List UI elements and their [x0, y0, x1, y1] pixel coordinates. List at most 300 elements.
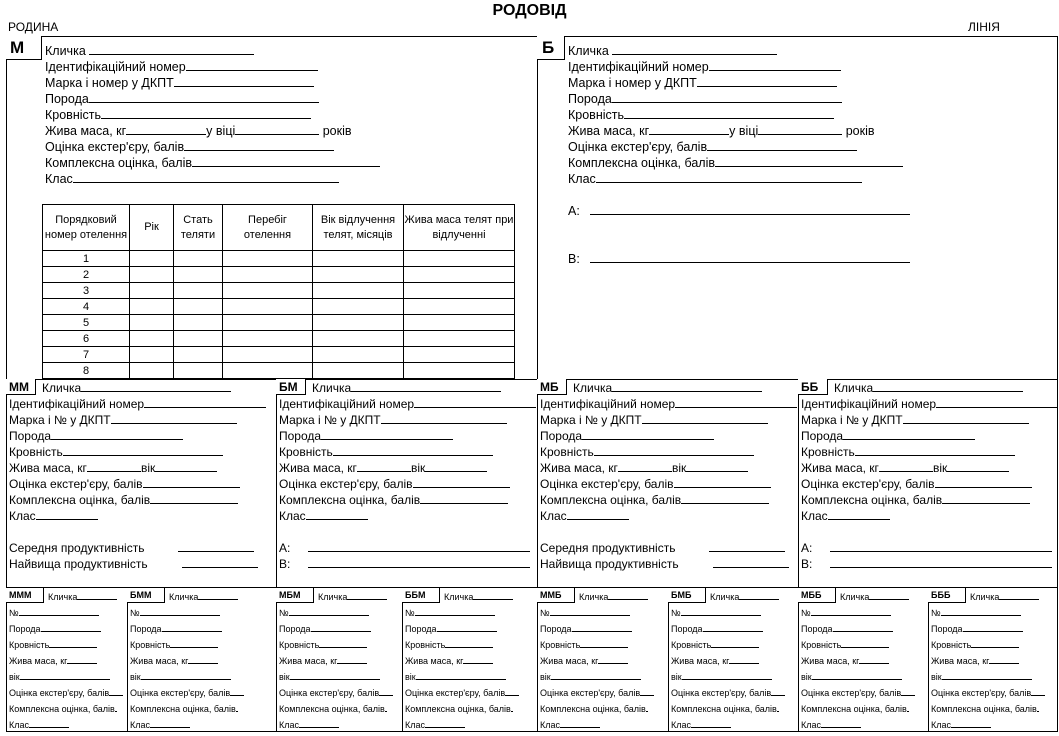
gen3-poroda-field — [801, 622, 893, 636]
father-v-field — [568, 251, 910, 267]
gen3-tag: БББ — [928, 588, 966, 603]
eksterier-label: Оцінка екстер'єру, балів — [540, 477, 674, 491]
bb-klychka-field — [834, 380, 1023, 396]
kompleksna-label: Комплексна оцінка, балів — [540, 493, 682, 507]
bb-eksterier-field — [801, 476, 1032, 492]
table-cell — [174, 347, 223, 363]
complex-label: Комплексна оцінка, балів — [45, 156, 192, 170]
serednia-label: Середня продуктивність — [9, 541, 145, 555]
years-label: років — [845, 124, 875, 138]
gen3-krovnist-field — [540, 638, 628, 652]
gen3-klychka-field — [169, 590, 238, 604]
table-cell — [174, 331, 223, 347]
zhyva_masa-label: Жива маса, кг — [279, 656, 338, 666]
bm-krovnist-field — [279, 444, 493, 460]
gen3-nomer-field — [801, 606, 891, 620]
gen3-poroda-field — [279, 622, 371, 636]
bb-poroda-field — [801, 428, 975, 444]
table-row — [43, 331, 515, 347]
gen3-vik-field — [9, 670, 110, 684]
klas-label: Клас — [279, 720, 299, 730]
marka-label: Марка і номер у ДКПТ — [568, 76, 697, 90]
bb-krovnist-field — [801, 444, 1015, 460]
v-label: В: — [801, 557, 813, 571]
ident-label: Ідентифікаційний номер — [9, 397, 145, 411]
zhyva_masa-label: Жива маса, кг — [130, 656, 189, 666]
gen3-vik-field — [671, 670, 772, 684]
gen3-klychka-field — [48, 590, 117, 604]
bb-tag: ББ — [798, 379, 828, 395]
krovnist-label: Кровність — [540, 445, 594, 459]
bb-mass-field — [801, 460, 1009, 476]
krovnist-label: Кровність — [130, 640, 171, 650]
vik-label: вік — [405, 672, 416, 682]
gen3-klas-field — [801, 718, 861, 732]
mb-tag: МБ — [537, 379, 567, 395]
zhyva_masa-label: Жива маса, кг — [931, 656, 990, 666]
klas-label: Клас — [9, 720, 29, 730]
mb-kompleksna-field — [540, 492, 769, 508]
table-row — [43, 267, 515, 283]
klas-label: Клас — [540, 509, 567, 523]
eksterier-label: Оцінка екстер'єру, балів — [279, 688, 380, 698]
age-label: вік — [932, 461, 948, 475]
poroda-label: Порода — [9, 429, 52, 443]
table-cell — [130, 283, 174, 299]
gen3-kompleksna-field — [405, 702, 513, 716]
eksterier-label: Оцінка екстер'єру, балів — [801, 688, 902, 698]
klychka-label: Кличка — [42, 381, 82, 395]
bm-kompleksna-field — [279, 492, 508, 508]
table-cell — [174, 251, 223, 267]
age-label: у віці — [206, 124, 236, 138]
gen3-klas-field — [9, 718, 69, 732]
gen3-klas-field — [671, 718, 731, 732]
table-cell — [174, 267, 223, 283]
vik-label: вік — [801, 672, 812, 682]
table-cell — [130, 347, 174, 363]
ident-label: Ідентифікаційний номер — [801, 397, 937, 411]
table-cell — [130, 299, 174, 315]
mother-exterior-field — [45, 139, 334, 155]
gen3-tag: ББМ — [402, 588, 440, 603]
exterior-label: Оцінка екстер'єру, балів — [568, 140, 708, 154]
gen3-poroda-field — [405, 622, 497, 636]
gen3-klas-field — [130, 718, 190, 732]
ident-label: Ідентифікаційний номер — [540, 397, 676, 411]
krovnist-label: Кровність — [279, 445, 333, 459]
krovnist-label: Кровність — [931, 640, 972, 650]
poroda-label: Порода — [279, 429, 322, 443]
table-cell — [174, 283, 223, 299]
father-mass-field — [568, 123, 875, 139]
gen3-zhyva_masa-field — [931, 654, 1019, 668]
mb-marka-field — [540, 412, 768, 428]
gen3-klychka-field — [710, 590, 779, 604]
mb-klychka-field — [573, 380, 762, 396]
kompleksna-label: Комплексна оцінка, балів — [279, 493, 421, 507]
mother-klychka-field — [45, 43, 254, 59]
table-cell — [404, 363, 515, 379]
vik-label: вік — [931, 672, 942, 682]
eksterier-label: Оцінка екстер'єру, балів — [9, 688, 110, 698]
gen3-eksterier-field — [405, 686, 519, 700]
gen3-kompleksna-field — [9, 702, 117, 716]
mother-marka-field — [45, 75, 314, 91]
klychka-label: Кличка — [444, 592, 474, 602]
table-cell — [313, 299, 404, 315]
gen3-vik-field — [540, 670, 641, 684]
table-cell — [223, 331, 313, 347]
gen3-nomer-field — [931, 606, 1021, 620]
poroda-label: Порода — [568, 92, 612, 106]
table-cell — [223, 315, 313, 331]
table-cell — [404, 299, 515, 315]
age-label: у віці — [729, 124, 759, 138]
bm-eksterier-field — [279, 476, 510, 492]
table-cell — [313, 331, 404, 347]
zhyva_masa-label: Жива маса, кг — [405, 656, 464, 666]
mm-krovnist-field — [9, 444, 223, 460]
mm-eksterier-field — [9, 476, 240, 492]
mb-serednia-field — [540, 540, 785, 556]
gen3-kompleksna-field — [931, 702, 1039, 716]
bb-marka-field — [801, 412, 1029, 428]
bm-klas-field — [279, 508, 368, 524]
gen3-zhyva_masa-field — [130, 654, 218, 668]
gen3-poroda-field — [671, 622, 763, 636]
eksterier-label: Оцінка екстер'єру, балів — [405, 688, 506, 698]
bm-ident-field — [279, 396, 536, 412]
gen3-vik-field — [405, 670, 506, 684]
col-header: Рік — [130, 205, 174, 251]
table-row — [43, 251, 515, 267]
gen3-krovnist-field — [671, 638, 759, 652]
poroda-label: Порода — [931, 624, 963, 634]
gen3-divider-4 — [928, 587, 929, 732]
vik-label: вік — [540, 672, 551, 682]
eksterier-label: Оцінка екстер'єру, балів — [801, 477, 935, 491]
klychka-label: Кличка — [579, 592, 609, 602]
mm-mass-field — [9, 460, 217, 476]
complex-label: Комплексна оцінка, балів — [568, 156, 715, 170]
klychka-label: Кличка — [48, 592, 78, 602]
table-row — [43, 315, 515, 331]
row-number: 5 — [43, 315, 130, 331]
vik-label: вік — [279, 672, 290, 682]
table-cell — [130, 363, 174, 379]
krovnist-label: Кровність — [671, 640, 712, 650]
row-number: 6 — [43, 331, 130, 347]
gen3-krovnist-field — [405, 638, 493, 652]
zhyva_masa-label: Жива маса, кг — [671, 656, 730, 666]
table-cell — [223, 347, 313, 363]
father-tag: Б — [537, 36, 565, 60]
mm-klychka-field — [42, 380, 231, 396]
gen3-eksterier-field — [279, 686, 393, 700]
bm-klychka-field — [312, 380, 501, 396]
col-header: Стать теляти — [174, 205, 223, 251]
poroda-label: Порода — [801, 429, 844, 443]
nomer-label: № — [540, 608, 550, 618]
gen3-krovnist-field — [279, 638, 367, 652]
table-cell — [404, 267, 515, 283]
vik-label: вік — [9, 672, 20, 682]
table-cell — [223, 267, 313, 283]
mass-label: Жива маса, кг — [45, 124, 127, 138]
bb-klas-field — [801, 508, 890, 524]
row-number: 1 — [43, 251, 130, 267]
gen3-zhyva_masa-field — [540, 654, 628, 668]
bb-kompleksna-field — [801, 492, 1030, 508]
eksterier-label: Оцінка екстер'єру, балів — [130, 688, 231, 698]
table-cell — [130, 331, 174, 347]
nomer-label: № — [931, 608, 941, 618]
mother-krovnist-field — [45, 107, 311, 123]
gen3-zhyva_masa-field — [405, 654, 493, 668]
table-cell — [130, 315, 174, 331]
table-cell — [223, 363, 313, 379]
gen3-klas-field — [931, 718, 991, 732]
father-klychka-field — [568, 43, 777, 59]
kompleksna-label: Комплексна оцінка, балів — [405, 704, 511, 714]
table-cell — [313, 251, 404, 267]
gen3-vik-field — [801, 670, 902, 684]
nomer-label: № — [130, 608, 140, 618]
gen3-klas-field — [540, 718, 600, 732]
zhyva_masa-label: Жива маса, кг — [9, 656, 68, 666]
v-label: В: — [568, 252, 580, 266]
mb-klas-field — [540, 508, 629, 524]
mb-ident-field — [540, 396, 797, 412]
a-label: А: — [568, 204, 580, 218]
krovnist-label: Кровність — [9, 445, 63, 459]
naivyshcha-label: Найвища продуктивність — [540, 557, 679, 571]
krovnist-label: Кровність — [801, 445, 855, 459]
table-cell — [404, 283, 515, 299]
table-cell — [404, 347, 515, 363]
col-header: Перебіг отелення — [223, 205, 313, 251]
mb-poroda-field — [540, 428, 714, 444]
eksterier-label: Оцінка екстер'єру, балів — [279, 477, 413, 491]
kompleksna-label: Комплексна оцінка, балів — [279, 704, 385, 714]
gen3-divider-1 — [127, 587, 128, 732]
line-label: ЛІНІЯ — [968, 20, 1000, 34]
father-krovnist-field — [568, 107, 834, 123]
zhyva_masa-label: Жива маса, кг — [540, 656, 599, 666]
mb-krovnist-field — [540, 444, 754, 460]
klas-label: Клас — [931, 720, 951, 730]
gen3-poroda-field — [9, 622, 101, 636]
gen3-nomer-field — [405, 606, 495, 620]
poroda-label: Порода — [671, 624, 703, 634]
table-cell — [174, 363, 223, 379]
bm-tag: БМ — [276, 379, 306, 395]
mass-label: Жива маса, кг — [801, 461, 879, 475]
klas-label: Клас — [540, 720, 560, 730]
krovnist-label: Кровність — [9, 640, 50, 650]
gen3-krovnist-field — [130, 638, 218, 652]
gen3-tag: БММ — [127, 588, 165, 603]
a-label: А: — [279, 541, 291, 555]
a-label: А: — [801, 541, 813, 555]
gen3-tag: МБМ — [276, 588, 314, 603]
table-row — [43, 299, 515, 315]
table-cell — [313, 347, 404, 363]
gen3-klychka-field — [318, 590, 387, 604]
bm-v-field — [279, 556, 530, 572]
poroda-label: Порода — [45, 92, 89, 106]
klas-label: Клас — [130, 720, 150, 730]
nomer-label: № — [279, 608, 289, 618]
father-exterior-field — [568, 139, 857, 155]
kompleksna-label: Комплексна оцінка, балів — [931, 704, 1037, 714]
family-label: РОДИНА — [8, 20, 59, 34]
marka-label: Марка і № у ДКПТ — [279, 413, 381, 427]
mm-kompleksna-field — [9, 492, 238, 508]
gen3-krovnist-field — [9, 638, 97, 652]
ident-label: Ідентифікаційний номер — [279, 397, 415, 411]
table-cell — [313, 283, 404, 299]
ident-label: Ідентифікаційний номер — [568, 60, 709, 74]
gen3-eksterier-field — [540, 686, 654, 700]
mass-label: Жива маса, кг — [9, 461, 87, 475]
table-cell — [130, 267, 174, 283]
father-ident-field — [568, 59, 841, 75]
gen3-tag: МММ — [6, 588, 44, 603]
marka-label: Марка і номер у ДКПТ — [45, 76, 174, 90]
bm-marka-field — [279, 412, 507, 428]
gen3-klychka-field — [970, 590, 1039, 604]
klychka-label: Кличка — [710, 592, 740, 602]
gen3-zhyva_masa-field — [801, 654, 889, 668]
klas-label: Клас — [405, 720, 425, 730]
mother-class-field — [45, 171, 339, 187]
krovnist-label: Кровність — [405, 640, 446, 650]
table-cell — [313, 363, 404, 379]
nomer-label: № — [9, 608, 19, 618]
gen3-kompleksna-field — [671, 702, 779, 716]
klychka-label: Кличка — [573, 381, 613, 395]
poroda-label: Порода — [279, 624, 311, 634]
gen3-klas-field — [279, 718, 339, 732]
mm-marka-field — [9, 412, 237, 428]
gen3-kompleksna-field — [130, 702, 238, 716]
col-header: Порядковий номер отелення — [43, 205, 130, 251]
table-cell — [223, 283, 313, 299]
klas-label: Клас — [9, 509, 36, 523]
gen3-vik-field — [279, 670, 380, 684]
age-label: вік — [140, 461, 156, 475]
mother-mass-field — [45, 123, 352, 139]
poroda-label: Порода — [540, 429, 583, 443]
gen3-vik-field — [130, 670, 231, 684]
gen2-divider-right — [798, 379, 799, 732]
gen3-poroda-field — [130, 622, 222, 636]
table-cell — [404, 251, 515, 267]
gen3-eksterier-field — [9, 686, 123, 700]
v-label: В: — [279, 557, 291, 571]
kompleksna-label: Комплексна оцінка, балів — [130, 704, 236, 714]
father-poroda-field — [568, 91, 842, 107]
nomer-label: № — [405, 608, 415, 618]
kompleksna-label: Комплексна оцінка, балів — [671, 704, 777, 714]
mb-naivyshcha-field — [540, 556, 789, 572]
mass-label: Жива маса, кг — [540, 461, 618, 475]
gen3-nomer-field — [130, 606, 220, 620]
klychka-label: Кличка — [970, 592, 1000, 602]
page-title: РОДОВІД — [492, 2, 567, 19]
mm-serednia-field — [9, 540, 254, 556]
row-number: 2 — [43, 267, 130, 283]
col-header: Жива маса телят при відлученні — [404, 205, 515, 251]
bm-poroda-field — [279, 428, 453, 444]
krovnist-label: Кровність — [279, 640, 320, 650]
kompleksna-label: Комплексна оцінка, балів — [801, 493, 943, 507]
table-row — [43, 347, 515, 363]
krovnist-label: Кровність — [45, 108, 101, 122]
father-marka-field — [568, 75, 837, 91]
mm-poroda-field — [9, 428, 183, 444]
klychka-label: Кличка — [169, 592, 199, 602]
gen3-krovnist-field — [801, 638, 889, 652]
table-row — [43, 283, 515, 299]
table-cell — [130, 251, 174, 267]
gen3-poroda-field — [931, 622, 1023, 636]
gen3-divider-2 — [402, 587, 403, 732]
row-number: 8 — [43, 363, 130, 379]
poroda-label: Порода — [540, 624, 572, 634]
gen3-nomer-field — [9, 606, 99, 620]
kompleksna-label: Комплексна оцінка, балів — [9, 704, 115, 714]
bb-a-field — [801, 540, 1052, 556]
mm-klas-field — [9, 508, 98, 524]
marka-label: Марка і № у ДКПТ — [9, 413, 111, 427]
gen3-klychka-field — [444, 590, 513, 604]
row-number: 4 — [43, 299, 130, 315]
years-label: років — [322, 124, 352, 138]
klychka-label: Кличка — [834, 381, 874, 395]
gen3-kompleksna-field — [540, 702, 648, 716]
mb-eksterier-field — [540, 476, 771, 492]
gen3-vik-field — [931, 670, 1032, 684]
mb-mass-field — [540, 460, 748, 476]
father-complex-field — [568, 155, 903, 171]
gen3-tag: ММБ — [537, 588, 575, 603]
table-row — [43, 363, 515, 379]
poroda-label: Порода — [801, 624, 833, 634]
gen3-zhyva_masa-field — [9, 654, 97, 668]
poroda-label: Порода — [9, 624, 41, 634]
gen3-tag: БМБ — [668, 588, 706, 603]
kompleksna-label: Комплексна оцінка, балів — [9, 493, 151, 507]
calving-table — [42, 204, 515, 379]
gen3-nomer-field — [671, 606, 761, 620]
klas-label: Клас — [671, 720, 691, 730]
gen3-poroda-field — [540, 622, 632, 636]
gen3-eksterier-field — [130, 686, 244, 700]
mother-ident-field — [45, 59, 318, 75]
gen3-nomer-field — [279, 606, 369, 620]
age-label: вік — [410, 461, 426, 475]
mm-naivyshcha-field — [9, 556, 258, 572]
klas-label: Клас — [801, 509, 828, 523]
gen3-eksterier-field — [931, 686, 1045, 700]
gen3-tag: МББ — [798, 588, 836, 603]
class-label: Клас — [45, 172, 73, 186]
mass-label: Жива маса, кг — [279, 461, 357, 475]
mm-ident-field — [9, 396, 266, 412]
